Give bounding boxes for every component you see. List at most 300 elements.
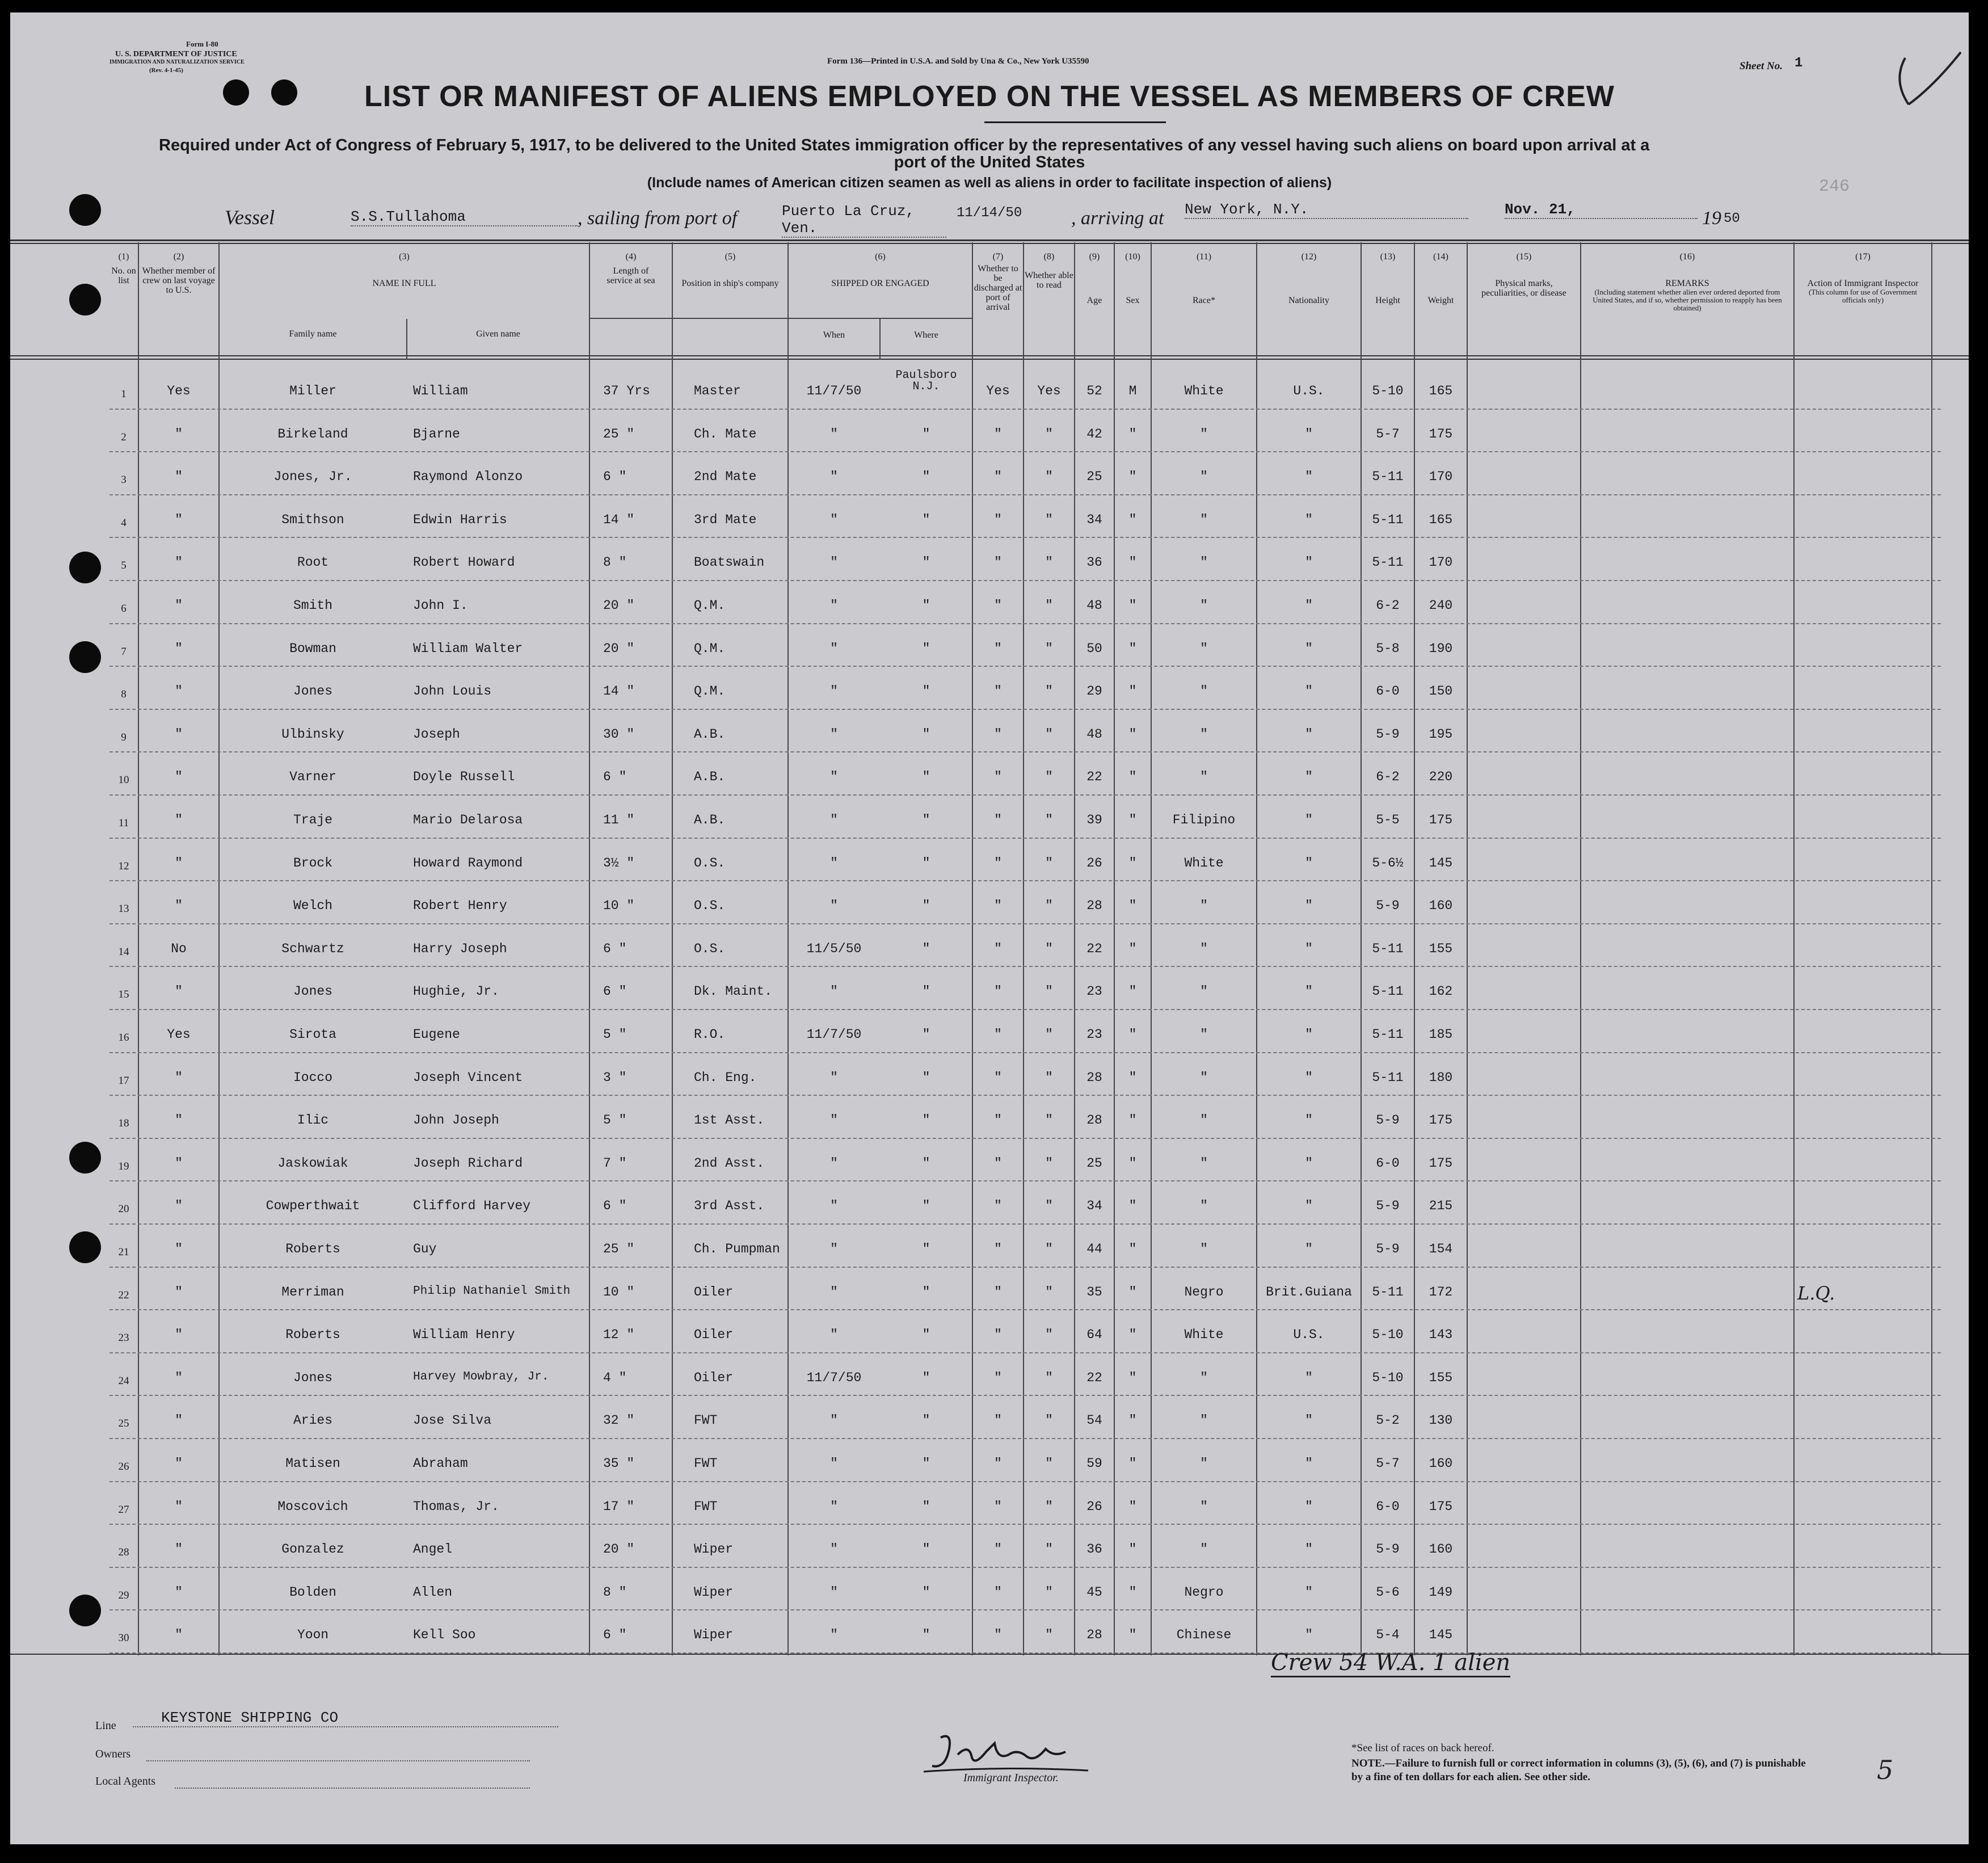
position: Wiper [694, 1628, 734, 1643]
table-header-divider [10, 355, 1969, 356]
height: 5-6 [1376, 1584, 1400, 1600]
position: Q.M. [694, 598, 726, 613]
height: 5-7 [1376, 1456, 1400, 1471]
age: 26 [1086, 1499, 1102, 1514]
col-12-header: (12) Nationality [1288, 252, 1329, 305]
shipped-where: " [922, 1113, 930, 1128]
family-name: Bowman [289, 641, 336, 656]
col-6-header: (6) SHIPPED OR ENGAGED [831, 252, 929, 288]
discharged: " [994, 426, 1002, 441]
able-to-read: " [1045, 1584, 1053, 1600]
height: 5-7 [1376, 426, 1400, 441]
shipped-when: " [830, 813, 838, 827]
shipped-where: " [922, 1456, 930, 1471]
family-name: Ulbinsky [281, 726, 344, 742]
nationality: " [1305, 1113, 1313, 1128]
weight: 175 [1429, 1113, 1453, 1128]
nationality: " [1305, 813, 1313, 827]
arriving-label: , arriving at [1071, 208, 1164, 229]
stamp-number: 246 [1819, 177, 1850, 196]
table-row [109, 410, 1941, 453]
previous-voyage: " [175, 1284, 183, 1300]
height: 5-2 [1376, 1413, 1400, 1428]
given-name: Joseph Vincent [413, 1070, 523, 1085]
sex: " [1128, 855, 1137, 870]
table-row [109, 1010, 1941, 1053]
family-name: Ilic [297, 1113, 329, 1128]
sex: " [1128, 813, 1137, 827]
age: 54 [1086, 1413, 1102, 1428]
row-number: 26 [118, 1461, 129, 1473]
sex: " [1128, 941, 1137, 956]
sex: M [1128, 384, 1137, 398]
age: 48 [1086, 598, 1102, 613]
age: 52 [1086, 384, 1102, 398]
previous-voyage: " [175, 1242, 183, 1256]
service-length: 17 " [603, 1499, 635, 1514]
previous-voyage: " [175, 1198, 183, 1214]
table-row [109, 667, 1941, 710]
position: 3rd Asst. [694, 1198, 765, 1214]
previous-voyage: " [175, 555, 183, 570]
shipped-when: " [830, 726, 838, 742]
given-name: Robert Henry [413, 898, 507, 914]
table-row [109, 495, 1941, 539]
family-name: Jones [293, 684, 332, 699]
sex: " [1128, 1284, 1137, 1300]
where-subheader: Where [914, 330, 938, 340]
race: " [1200, 1027, 1208, 1042]
race: " [1200, 1242, 1208, 1256]
height: 5-11 [1372, 984, 1404, 999]
row-number: 19 [118, 1160, 129, 1172]
weight: 160 [1429, 1542, 1453, 1557]
service-length: 20 " [603, 1542, 635, 1557]
family-name: Roberts [285, 1242, 340, 1256]
revision-date: (Rev. 4-1-45) [149, 67, 183, 74]
shipped-where: " [922, 426, 930, 441]
weight: 160 [1429, 898, 1453, 914]
col-3-header: (3) NAME IN FULL [372, 252, 436, 288]
position: FWT [694, 1413, 718, 1428]
shipped-where: " [922, 813, 930, 827]
previous-voyage: " [175, 813, 183, 827]
age: 22 [1086, 769, 1102, 785]
nationality: " [1305, 1628, 1313, 1643]
sex: " [1128, 726, 1137, 742]
subtitle-port: port of the United States [894, 153, 1085, 171]
shipped-where: " [922, 1198, 930, 1214]
weight: 143 [1429, 1327, 1453, 1343]
weight: 215 [1429, 1198, 1453, 1214]
previous-voyage: " [175, 1327, 183, 1343]
service-length: 32 " [603, 1413, 635, 1428]
age: 39 [1086, 813, 1102, 827]
position: Dk. Maint. [694, 984, 773, 999]
age: 34 [1086, 1198, 1102, 1214]
row-number: 11 [118, 817, 129, 829]
weight: 175 [1429, 813, 1453, 827]
row-number: 7 [121, 645, 127, 658]
sex: " [1128, 898, 1137, 914]
weight: 154 [1429, 1242, 1453, 1256]
shipped-where: " [922, 1413, 930, 1428]
col-7-header: (7) Whether to be discharged at port of arrival [974, 252, 1022, 312]
table-header-divider [10, 359, 1969, 360]
col-10-header: (10) Sex [1125, 252, 1140, 305]
sex: " [1128, 1542, 1137, 1557]
table-row [109, 452, 1941, 495]
col-9-header: (9) Age [1086, 252, 1102, 305]
position: O.S. [694, 855, 726, 870]
weight: 149 [1429, 1584, 1453, 1600]
discharged: " [994, 813, 1002, 827]
age: 44 [1086, 1242, 1102, 1256]
col-2-header: (2) Whether member of crew on last voyage to U.S. [142, 252, 216, 295]
table-row [109, 710, 1941, 753]
previous-voyage: " [175, 1155, 183, 1171]
service-length: 14 " [603, 684, 635, 699]
shipped-where: " [922, 1628, 930, 1643]
age: 28 [1086, 1070, 1102, 1085]
service-length: 7 " [603, 1155, 627, 1171]
shipped-when: " [830, 984, 838, 999]
service-length: 6 " [603, 941, 627, 956]
sex: " [1128, 1242, 1137, 1256]
row-number: 27 [118, 1503, 129, 1516]
shipped-where: " [922, 769, 930, 785]
able-to-read: " [1045, 984, 1053, 999]
weight: 180 [1429, 1070, 1453, 1085]
nationality: " [1305, 769, 1313, 785]
table-row [109, 1310, 1941, 1353]
shipped-when: " [830, 898, 838, 914]
race: " [1200, 1155, 1208, 1171]
sailing-label: , sailing from port of [578, 208, 738, 229]
form-number: Form I-80 [186, 40, 218, 48]
able-to-read: " [1045, 555, 1053, 570]
given-name: John Joseph [413, 1113, 499, 1128]
line-label: Line [95, 1719, 116, 1732]
nationality: " [1305, 1242, 1313, 1256]
table-row [109, 538, 1941, 581]
given-name: Thomas, Jr. [413, 1499, 499, 1514]
family-name: Smithson [281, 512, 344, 527]
previous-voyage: " [175, 469, 183, 485]
service-length: 11 " [603, 813, 635, 827]
service-length: 25 " [603, 1242, 635, 1256]
race: " [1200, 512, 1208, 527]
family-name: Moscovich [277, 1499, 348, 1514]
service-name: IMMIGRATION AND NATURALIZATION SERVICE [109, 59, 245, 65]
row-number: 25 [118, 1418, 129, 1430]
inspector-label: Immigrant Inspector. [963, 1772, 1059, 1784]
row-number: 2 [121, 431, 127, 443]
nationality: " [1305, 984, 1313, 999]
given-name: Clifford Harvey [413, 1198, 531, 1214]
given-name: Edwin Harris [413, 512, 507, 527]
shipped-when: " [830, 1628, 838, 1643]
given-name: Abraham [413, 1456, 468, 1471]
sex: " [1128, 769, 1137, 785]
discharged: " [994, 1628, 1002, 1643]
row-number: 22 [118, 1289, 129, 1301]
age: 25 [1086, 1155, 1102, 1171]
local-agents-label: Local Agents [95, 1775, 156, 1788]
given-name: Bjarne [413, 426, 460, 441]
position: Ch. Eng. [694, 1070, 757, 1085]
given-name: Philip Nathaniel Smith [413, 1284, 571, 1298]
shipped-when: " [830, 1413, 838, 1428]
previous-voyage: " [175, 984, 183, 999]
age: 22 [1086, 1370, 1102, 1385]
given-name: William [413, 384, 468, 398]
race: " [1200, 1070, 1208, 1085]
height: 5-9 [1376, 1198, 1400, 1214]
race: " [1200, 1499, 1208, 1514]
sex: " [1128, 1370, 1137, 1385]
table-row [109, 367, 1941, 410]
able-to-read: " [1045, 1370, 1053, 1385]
service-length: 5 " [603, 1113, 627, 1128]
nationality: " [1305, 1370, 1313, 1385]
able-to-read: " [1045, 1542, 1053, 1557]
sheet-number: 1 [1795, 56, 1803, 71]
height: 6-2 [1376, 598, 1400, 613]
owners-field [146, 1760, 530, 1761]
weight: 160 [1429, 1456, 1453, 1471]
weight: 175 [1429, 1499, 1453, 1514]
col-5-header: (5) Position in ship's company [681, 252, 779, 288]
family-name: Smith [293, 598, 332, 613]
table-row [109, 1181, 1941, 1225]
nationality: " [1305, 426, 1313, 441]
nationality: " [1305, 1027, 1313, 1042]
race: " [1200, 941, 1208, 956]
given-name: Guy [413, 1242, 437, 1256]
family-name: Schwartz [281, 941, 344, 956]
service-length: 6 " [603, 1628, 627, 1643]
service-length: 4 " [603, 1370, 627, 1385]
shipped-when: " [830, 1242, 838, 1256]
discharged: " [994, 898, 1002, 914]
height: 5-10 [1372, 1370, 1404, 1385]
family-name: Birkeland [277, 426, 348, 441]
family-name: Bolden [289, 1584, 336, 1600]
table-row [109, 881, 1941, 924]
position: 3rd Mate [694, 512, 757, 527]
family-name: Brock [293, 855, 332, 870]
race: " [1200, 426, 1208, 441]
arrival-port: New York, N.Y. [1185, 201, 1468, 219]
position: FWT [694, 1499, 718, 1514]
weight: 162 [1429, 984, 1453, 999]
given-name: John Louis [413, 684, 492, 699]
given-name: John I. [413, 598, 468, 613]
shipped-when: 11/7/50 [806, 384, 862, 398]
height: 5-11 [1372, 1284, 1404, 1300]
shipped-where: " [922, 984, 930, 999]
nationality: " [1305, 1198, 1313, 1214]
nationality: " [1305, 641, 1313, 656]
nationality: " [1305, 1499, 1313, 1514]
age: 36 [1086, 555, 1102, 570]
given-name-subheader: Given name [476, 329, 520, 339]
table-bottom-border [10, 1654, 1969, 1655]
row-number: 23 [118, 1332, 129, 1344]
given-name: Raymond Alonzo [413, 469, 523, 485]
table-row [109, 581, 1941, 624]
position: Q.M. [694, 641, 726, 656]
row-number: 18 [118, 1117, 129, 1130]
race: " [1200, 726, 1208, 742]
table-row [109, 1610, 1941, 1654]
height: 6-0 [1376, 684, 1400, 699]
shipped-when: " [830, 469, 838, 485]
height: 6-2 [1376, 769, 1400, 785]
race: " [1200, 1456, 1208, 1471]
weight: 155 [1429, 1370, 1453, 1385]
service-length: 6 " [603, 469, 627, 485]
discharged: " [994, 1155, 1002, 1171]
col-4-header: (4) Length of service at sea [606, 252, 655, 285]
discharged: " [994, 1584, 1002, 1600]
sex: " [1128, 984, 1137, 999]
row-number: 1 [121, 388, 127, 400]
position: Wiper [694, 1542, 734, 1557]
row-number: 21 [118, 1246, 129, 1258]
age: 50 [1086, 641, 1102, 656]
row-number: 15 [118, 989, 129, 1001]
previous-voyage: " [175, 641, 183, 656]
family-name: Miller [289, 384, 336, 398]
discharged: " [994, 984, 1002, 999]
age: 26 [1086, 855, 1102, 870]
able-to-read: " [1045, 898, 1053, 914]
shipped-when: " [830, 512, 838, 527]
nationality: " [1305, 598, 1313, 613]
previous-voyage: " [175, 769, 183, 785]
shipped-when: " [830, 426, 838, 441]
table-row [109, 796, 1941, 839]
discharged: Yes [986, 384, 1010, 398]
position: Oiler [694, 1284, 734, 1300]
age: 25 [1086, 469, 1102, 485]
race: White [1184, 855, 1224, 870]
shipped-when: " [830, 555, 838, 570]
row-number: 3 [121, 474, 127, 486]
age: 28 [1086, 898, 1102, 914]
when-subheader: When [823, 330, 845, 340]
subtitle-required: Required under Act of Congress of February 5, 1917, to be delivered to the United States immigration officer by the representatives of any vessel having such aliens on board upon arrival at a [159, 136, 1650, 154]
given-name: William Walter [413, 641, 523, 656]
page-mark: 5 [1877, 1755, 1894, 1785]
race: Negro [1184, 1584, 1224, 1600]
col-13-header: (13) Height [1375, 252, 1400, 305]
sex: " [1128, 512, 1137, 527]
race-note: *See list of races on back hereof. [1351, 1742, 1494, 1754]
able-to-read: " [1045, 684, 1053, 699]
line-value: KEYSTONE SHIPPING CO [133, 1709, 558, 1727]
departure-date: 11/14/50 [957, 205, 1022, 221]
previous-voyage: Yes [167, 384, 191, 398]
age: 28 [1086, 1113, 1102, 1128]
age: 48 [1086, 726, 1102, 742]
race: " [1200, 898, 1208, 914]
service-length: 35 " [603, 1456, 635, 1471]
shipped-where: Paulsboro N.J. [895, 369, 957, 393]
table-row [109, 624, 1941, 667]
nationality: " [1305, 941, 1313, 956]
subtitle-include: (Include names of American citizen seamen as well as aliens in order to facilitate inspection of aliens) [647, 175, 1332, 191]
weight: 220 [1429, 769, 1453, 785]
height: 5-9 [1376, 1242, 1400, 1256]
height: 6-0 [1376, 1155, 1400, 1171]
service-length: 6 " [603, 769, 627, 785]
sex: " [1128, 1155, 1137, 1171]
table-row [109, 1439, 1941, 1482]
able-to-read: " [1045, 598, 1053, 613]
local-agents-field [175, 1788, 530, 1789]
nationality: " [1305, 1456, 1313, 1471]
shipped-when: " [830, 1327, 838, 1343]
year-prefix: 19 [1702, 208, 1721, 229]
given-name: Robert Howard [413, 555, 515, 570]
discharged: " [994, 1370, 1002, 1385]
col-15-header: (15) Physical marks, peculiarities, or disease [1481, 252, 1566, 298]
family-name: Welch [293, 898, 332, 914]
able-to-read: " [1045, 426, 1053, 441]
shipped-where: " [922, 1370, 930, 1385]
nationality: " [1305, 684, 1313, 699]
given-name: Harry Joseph [413, 941, 507, 956]
age: 36 [1086, 1542, 1102, 1557]
owners-label: Owners [95, 1748, 131, 1760]
discharged: " [994, 1542, 1002, 1557]
table-row [109, 967, 1941, 1010]
position: Ch. Mate [694, 426, 757, 441]
row-number: 28 [118, 1546, 129, 1559]
previous-voyage: " [175, 855, 183, 870]
row-number: 13 [118, 903, 129, 915]
shipped-when: " [830, 641, 838, 656]
table-row [109, 1568, 1941, 1611]
height: 5-10 [1372, 384, 1404, 398]
nationality: U.S. [1293, 1327, 1325, 1343]
previous-voyage: " [175, 426, 183, 441]
row-number: 4 [121, 516, 127, 529]
shipped-where: " [922, 469, 930, 485]
able-to-read: " [1045, 1198, 1053, 1214]
race: " [1200, 1113, 1208, 1128]
nationality: " [1305, 555, 1313, 570]
discharged: " [994, 1413, 1002, 1428]
shipped-when: " [830, 769, 838, 785]
position: Q.M. [694, 684, 726, 699]
height: 5-11 [1372, 555, 1404, 570]
printer-line: Form 136—Printed in U.S.A. and Sold by Una & Co., New York U35590 [827, 57, 1089, 66]
age: 45 [1086, 1584, 1102, 1600]
shipped-when: " [830, 1113, 838, 1128]
able-to-read: " [1045, 641, 1053, 656]
nationality: " [1305, 855, 1313, 870]
height: 5-11 [1372, 512, 1404, 527]
row-number: 12 [118, 860, 129, 872]
previous-voyage: " [175, 684, 183, 699]
height: 5-11 [1372, 1070, 1404, 1085]
penalty-note: NOTE.—Failure to furnish full or correct information in columns (3), (5), (6), and (7) is punishable by a fine of ten dollars for each alien. See other side. [1351, 1757, 1806, 1783]
service-length: 37 Yrs [603, 384, 650, 398]
